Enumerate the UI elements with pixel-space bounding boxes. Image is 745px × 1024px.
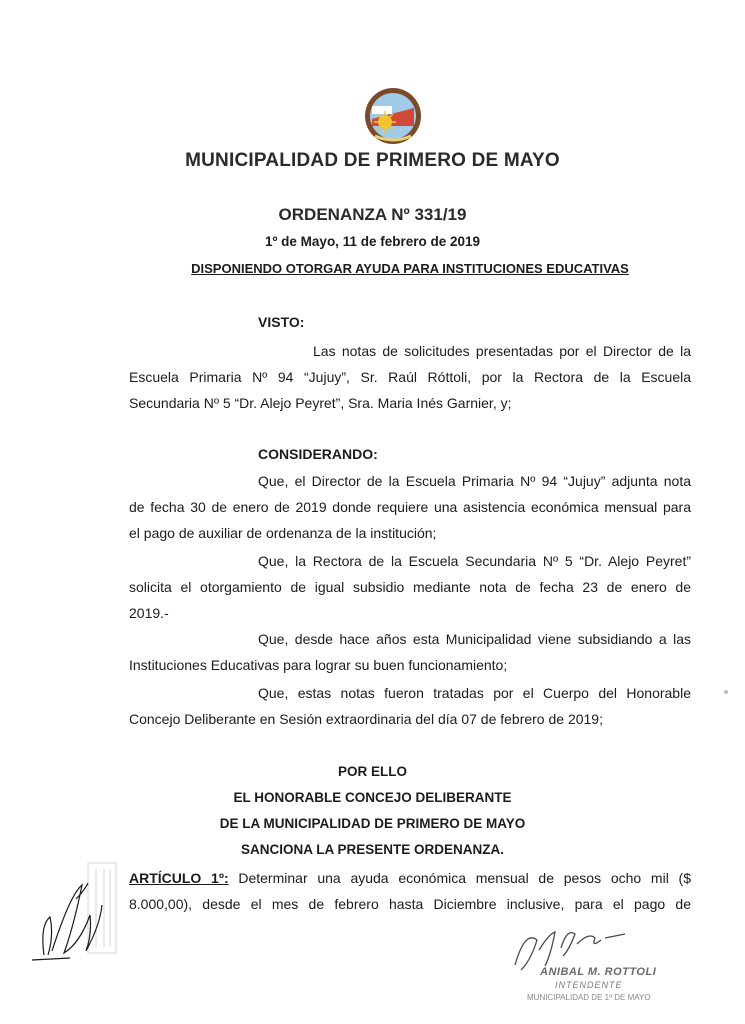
considerando-line: el pago de auxiliar de ordenanza de la institución;: [129, 525, 437, 541]
article-1-text: Determinar una ayuda económica mensual de pesos ocho mil ($: [228, 870, 691, 886]
ordinance-number: ORDENANZA Nº 331/19: [278, 205, 467, 224]
considerando-line: Que, el Director de la Escuela Primaria Nº 94 “Jujuy” adjunta nota: [258, 473, 691, 489]
article-1-label: ARTÍCULO 1º:: [129, 870, 229, 886]
considerando-line: Que, la Rectora de la Escuela Secundaria Nº 5 “Dr. Alejo Peyret”: [258, 553, 691, 569]
resolution-line: SANCIONA LA PRESENTE ORDENANZA.: [240, 842, 504, 857]
article-1-line: [129, 869, 691, 887]
article-1-line: 8.000,00), desde el mes de febrero hasta Diciembre inclusive, para el pago de: [129, 896, 691, 912]
considerando-line: Instituciones Educativas para lograr su buen funcionamiento;: [129, 657, 508, 673]
considerando-line: Que, desde hace años esta Municipalidad viene subsidiando a las: [258, 631, 691, 647]
considerando-line: Que, estas notas fueron tratadas por el Cuerpo del Honorable: [258, 685, 691, 701]
signatory-name: ANIBAL M. ROTTOLI: [540, 966, 657, 978]
visto-line: Escuela Primaria Nº 94 “Jujuy”, Sr. Raúl Róttoli, por la Rectora de la Escuela: [129, 369, 691, 385]
ordinance-date: 1º de Mayo, 11 de febrero de 2019: [264, 234, 481, 249]
considerando-line: 2019.-: [129, 605, 169, 621]
visto-line: Secundaria Nº 5 “Dr. Alejo Peyret”, Sra. Maria Inés Garnier, y;: [129, 395, 512, 411]
ordinance-subject: DISPONIENDO OTORGAR AYUDA PARA INSTITUCIONES EDUCATIVAS: [191, 261, 629, 276]
considerando-line: de fecha 30 de enero de 2019 donde requiere una asistencia económica mensual para: [129, 499, 691, 515]
considerando-line: solicita el otorgamiento de igual subsidio mediante nota de fecha 23 de enero de: [129, 579, 691, 595]
municipal-seal-icon: [363, 86, 423, 146]
scan-speck: [724, 690, 728, 694]
visto-line: Las notas de solicitudes presentadas por el Director de la: [313, 343, 691, 359]
resolution-line: EL HONORABLE CONCEJO DELIBERANTE: [233, 790, 512, 805]
council-stamp-signature-icon: [30, 855, 140, 965]
signatory-municipality: MUNICIPALIDAD DE 1º DE MAYO: [527, 993, 651, 1002]
considerando-line: Concejo Deliberante en Sesión extraordinaria del día 07 de febrero de 2019;: [129, 711, 603, 727]
considerando-heading: CONSIDERANDO:: [258, 446, 378, 462]
visto-heading: VISTO:: [258, 314, 305, 330]
resolution-line: POR ELLO: [337, 764, 407, 779]
resolution-line: DE LA MUNICIPALIDAD DE PRIMERO DE MAYO: [219, 816, 526, 831]
municipality-title: MUNICIPALIDAD DE PRIMERO DE MAYO: [185, 150, 560, 171]
signatory-role: INTENDENTE: [555, 980, 623, 990]
